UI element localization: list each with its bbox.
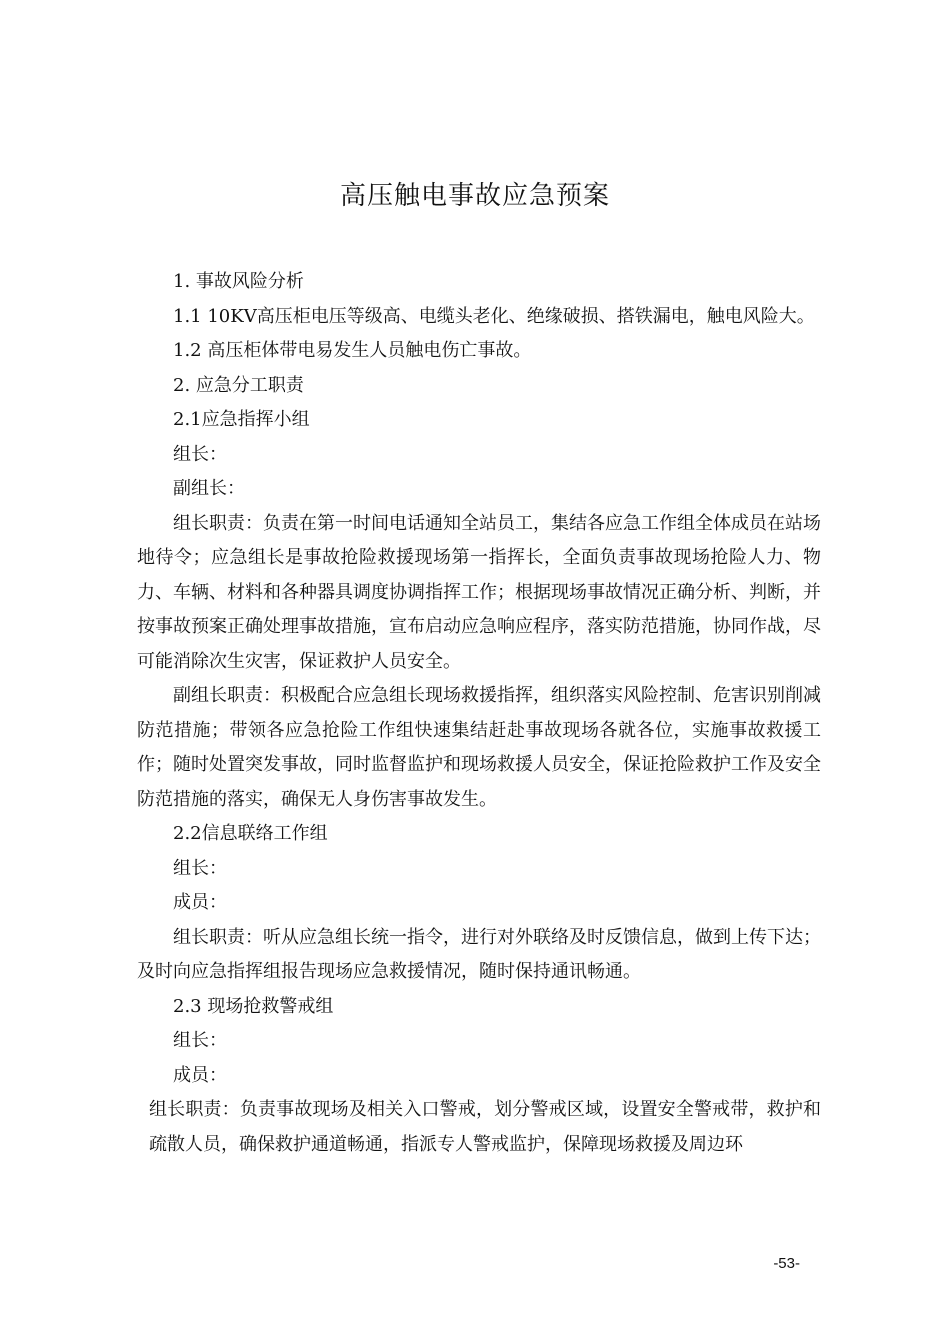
paragraph: 组长职责：负责事故现场及相关入口警戒，划分警戒区域，设置安全警戒带，救护和疏散人员，确保救护通道畅通，指派专人警戒监护，保障现场救援及周边环 [149, 1099, 821, 1155]
role-line: 组长： [173, 1030, 227, 1051]
section-heading: 2. 应急分工职责 [173, 374, 304, 396]
document-body [137, 265, 821, 1162]
paragraph: 组长职责：听从应急组长统一指令，进行对外联络及时反馈信息，做到上传下达；及时向应急指挥组报告现场应急救援情况，随时保持通讯畅通。 [137, 926, 821, 982]
subsection-heading: 2.2信息联络工作组 [173, 823, 328, 844]
subsection-heading: 2.1应急指挥小组 [173, 409, 310, 430]
paragraph: 副组长职责：积极配合应急组长现场救援指挥，组织落实风险控制、危害识别削减防范措施；带领各应急抢险工作组快速集结赶赴事故现场各就各位，实施事故救援工作；随时处置突发事故，同时监督监护和现场救援人员安全，保证抢险救护工作及安全防范措施的落实，确保无人身伤害事故发生。 [137, 685, 821, 810]
paragraph: 1.1 10KV高压柜电压等级高、电缆头老化、绝缘破损、搭铁漏电，触电风险大。 [173, 305, 815, 327]
role-line: 副组长： [173, 478, 245, 499]
role-line: 组长： [173, 443, 227, 465]
subsection-heading: 2.3 现场抢救警戒组 [173, 995, 334, 1017]
page-number: -53- [773, 1255, 800, 1272]
role-line: 成员： [173, 892, 227, 913]
paragraph: 1.2 高压柜体带电易发生人员触电伤亡事故。 [173, 340, 532, 361]
paragraph: 组长职责：负责在第一时间电话通知全站员工，集结各应急工作组全体成员在站场地待令；应急组长是事故抢险救援现场第一指挥长，全面负责事故现场抢险人力、物力、车辆、材料和各种器具调度协调指挥工作；根据现场事故情况正确分析、判断，并按事故预案正确处理事故措施，宣布启动应急响应程序，落实防范措施，协同作战，尽可能消除次生灾害，保证救护人员安全。 [137, 512, 821, 672]
role-line: 组长： [173, 857, 227, 879]
document-title: 高压触电事故应急预案 [339, 181, 610, 211]
role-line: 成员： [173, 1064, 227, 1086]
section-heading: 1. 事故风险分析 [173, 271, 304, 292]
